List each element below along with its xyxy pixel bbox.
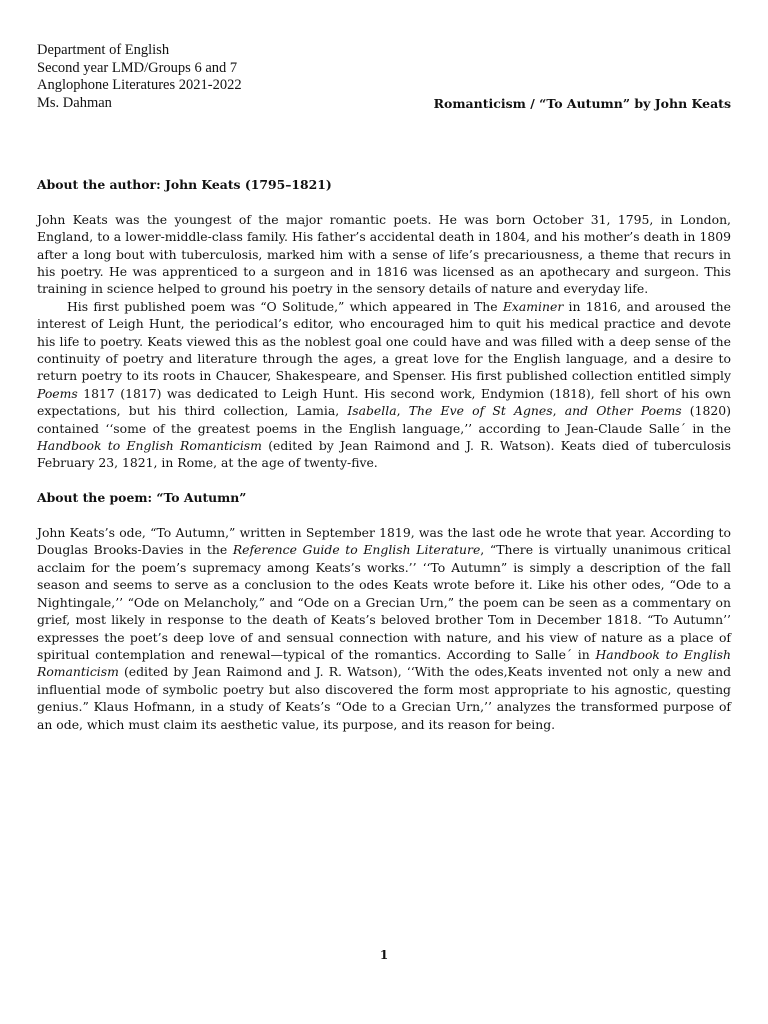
author-section-heading: About the author: John Keats (1795–1821) (37, 177, 332, 192)
poems-title: Poems (37, 385, 78, 401)
page-number: 1 (379, 948, 389, 962)
isabella-title: Isabella (347, 403, 397, 419)
handbook-title: Handbook to English Romanticism (37, 646, 731, 680)
year-groups-line: Second year LMD/Groups 6 and 7 (37, 59, 238, 76)
text-run: 1817 (1817) was dedicated to Leigh Hunt. His second work, Endymion (1818), fell short of his own expectations, but his third collection, Lamia, (37, 385, 731, 419)
document-body (37, 176, 731, 733)
text-run: His first published poem was “O Solitude,” which appeared in The (67, 298, 503, 314)
text-run: (1820) contained ‘‘some of the greatest poems in the English language,’’ according to Jean-Claude Salle´ in the (37, 403, 731, 436)
text-run: , (552, 403, 565, 419)
text-run: John Keats’s ode, “To Autumn,” written in September 1819, was the last ode he wrote that year. According to Douglas Brooks-Davies in the (37, 525, 731, 558)
author-paragraph-1: John Keats was the youngest of the major romantic poets. He was born October 31, 1795, in London, England, to a lower-middle-class family. His father’s accidental death in 1804, and his mother’s death in 1809 after a long bout with tuberculosis, marked him with a sense of life’s precariousness, a theme that recurs in his poetry. He was apprenticed to a surgeon and in 1816 was licensed as an apothecary and surgeon. This training in science helped to ground his poetry in the sensory details of nature and everyday life. (37, 211, 731, 297)
examiner-title: Examiner (502, 298, 564, 314)
text-run: (edited by Jean Raimond and J. R. Watson), ‘‘With the odes,Keats invented not only a new and influential mode of symbolic poetry but also discovered the form most appropriate to his agnostic, questing genius.” Klaus Hofmann, in a study of Keats’s “Ode to a Grecian Urn,’’ analyzes the transformed purpose of an ode, which must claim its aesthetic value, its purpose, and its reason for being. (37, 664, 731, 732)
reference-guide-title: Reference Guide to English Literature (232, 542, 481, 558)
handbook-title: Handbook to English Romanticism (37, 438, 262, 454)
eve-of-st-agnes-title: The Eve of St Agnes (408, 403, 553, 419)
text-run: , (396, 403, 409, 419)
author-paragraph-2 (37, 298, 731, 472)
text-run: in 1816, and aroused the interest of Leigh Hunt, the periodical’s editor, who encouraged him to quit his medical practice and devote his life to poetry. Keats viewed this as the noblest goal one could have and was filled with a deep sense of the continuity of poetry and literature through the ages, a great love for the English language, and a desire to return poetry to its roots in Chaucer, Shakespeare, and Spenser. His first published collection entitled simply (37, 298, 731, 384)
spacer (37, 472, 731, 489)
topic-title: Romanticism / “To Autumn” by John Keats (433, 95, 731, 111)
poem-section-heading: About the poem: “To Autumn” (37, 490, 247, 506)
course-line: Anglophone Literatures 2021-2022 (37, 77, 242, 93)
department-line: Department of English (37, 42, 170, 58)
poem-paragraph (37, 524, 731, 733)
and-other-poems-title: and Other Poems (564, 403, 682, 419)
text-run: , “There is virtually unanimous critical acclaim for the poem’s supremacy among Keats’s works.’’ ‘‘To Autumn” is simply a description of the fall season and seems to serve as a conclusion to the odes Keats wrote before it. Like his other odes, “Ode to a Nightingale,’’ “Ode on Melancholy,” and “Ode on a Grecian Urn,” the poem can be seen as a commentary on grief, most likely in response to the death of Keats’s beloved brother Tom in December 1818. “To Autumn’’ expresses the poet’s deep love of and sensual connection with nature, and his view of nature as a place of spiritual contemplation and renewal—typical of the romantics. According to Salle´ in (37, 542, 731, 662)
document-header (37, 42, 731, 112)
text-run: (edited by Jean Raimond and J. R. Watson). Keats died of tuberculosis February 23, 1821, in Rome, at the age of twenty-five. (37, 438, 731, 471)
teacher-line: Ms. Dahman (37, 94, 112, 111)
